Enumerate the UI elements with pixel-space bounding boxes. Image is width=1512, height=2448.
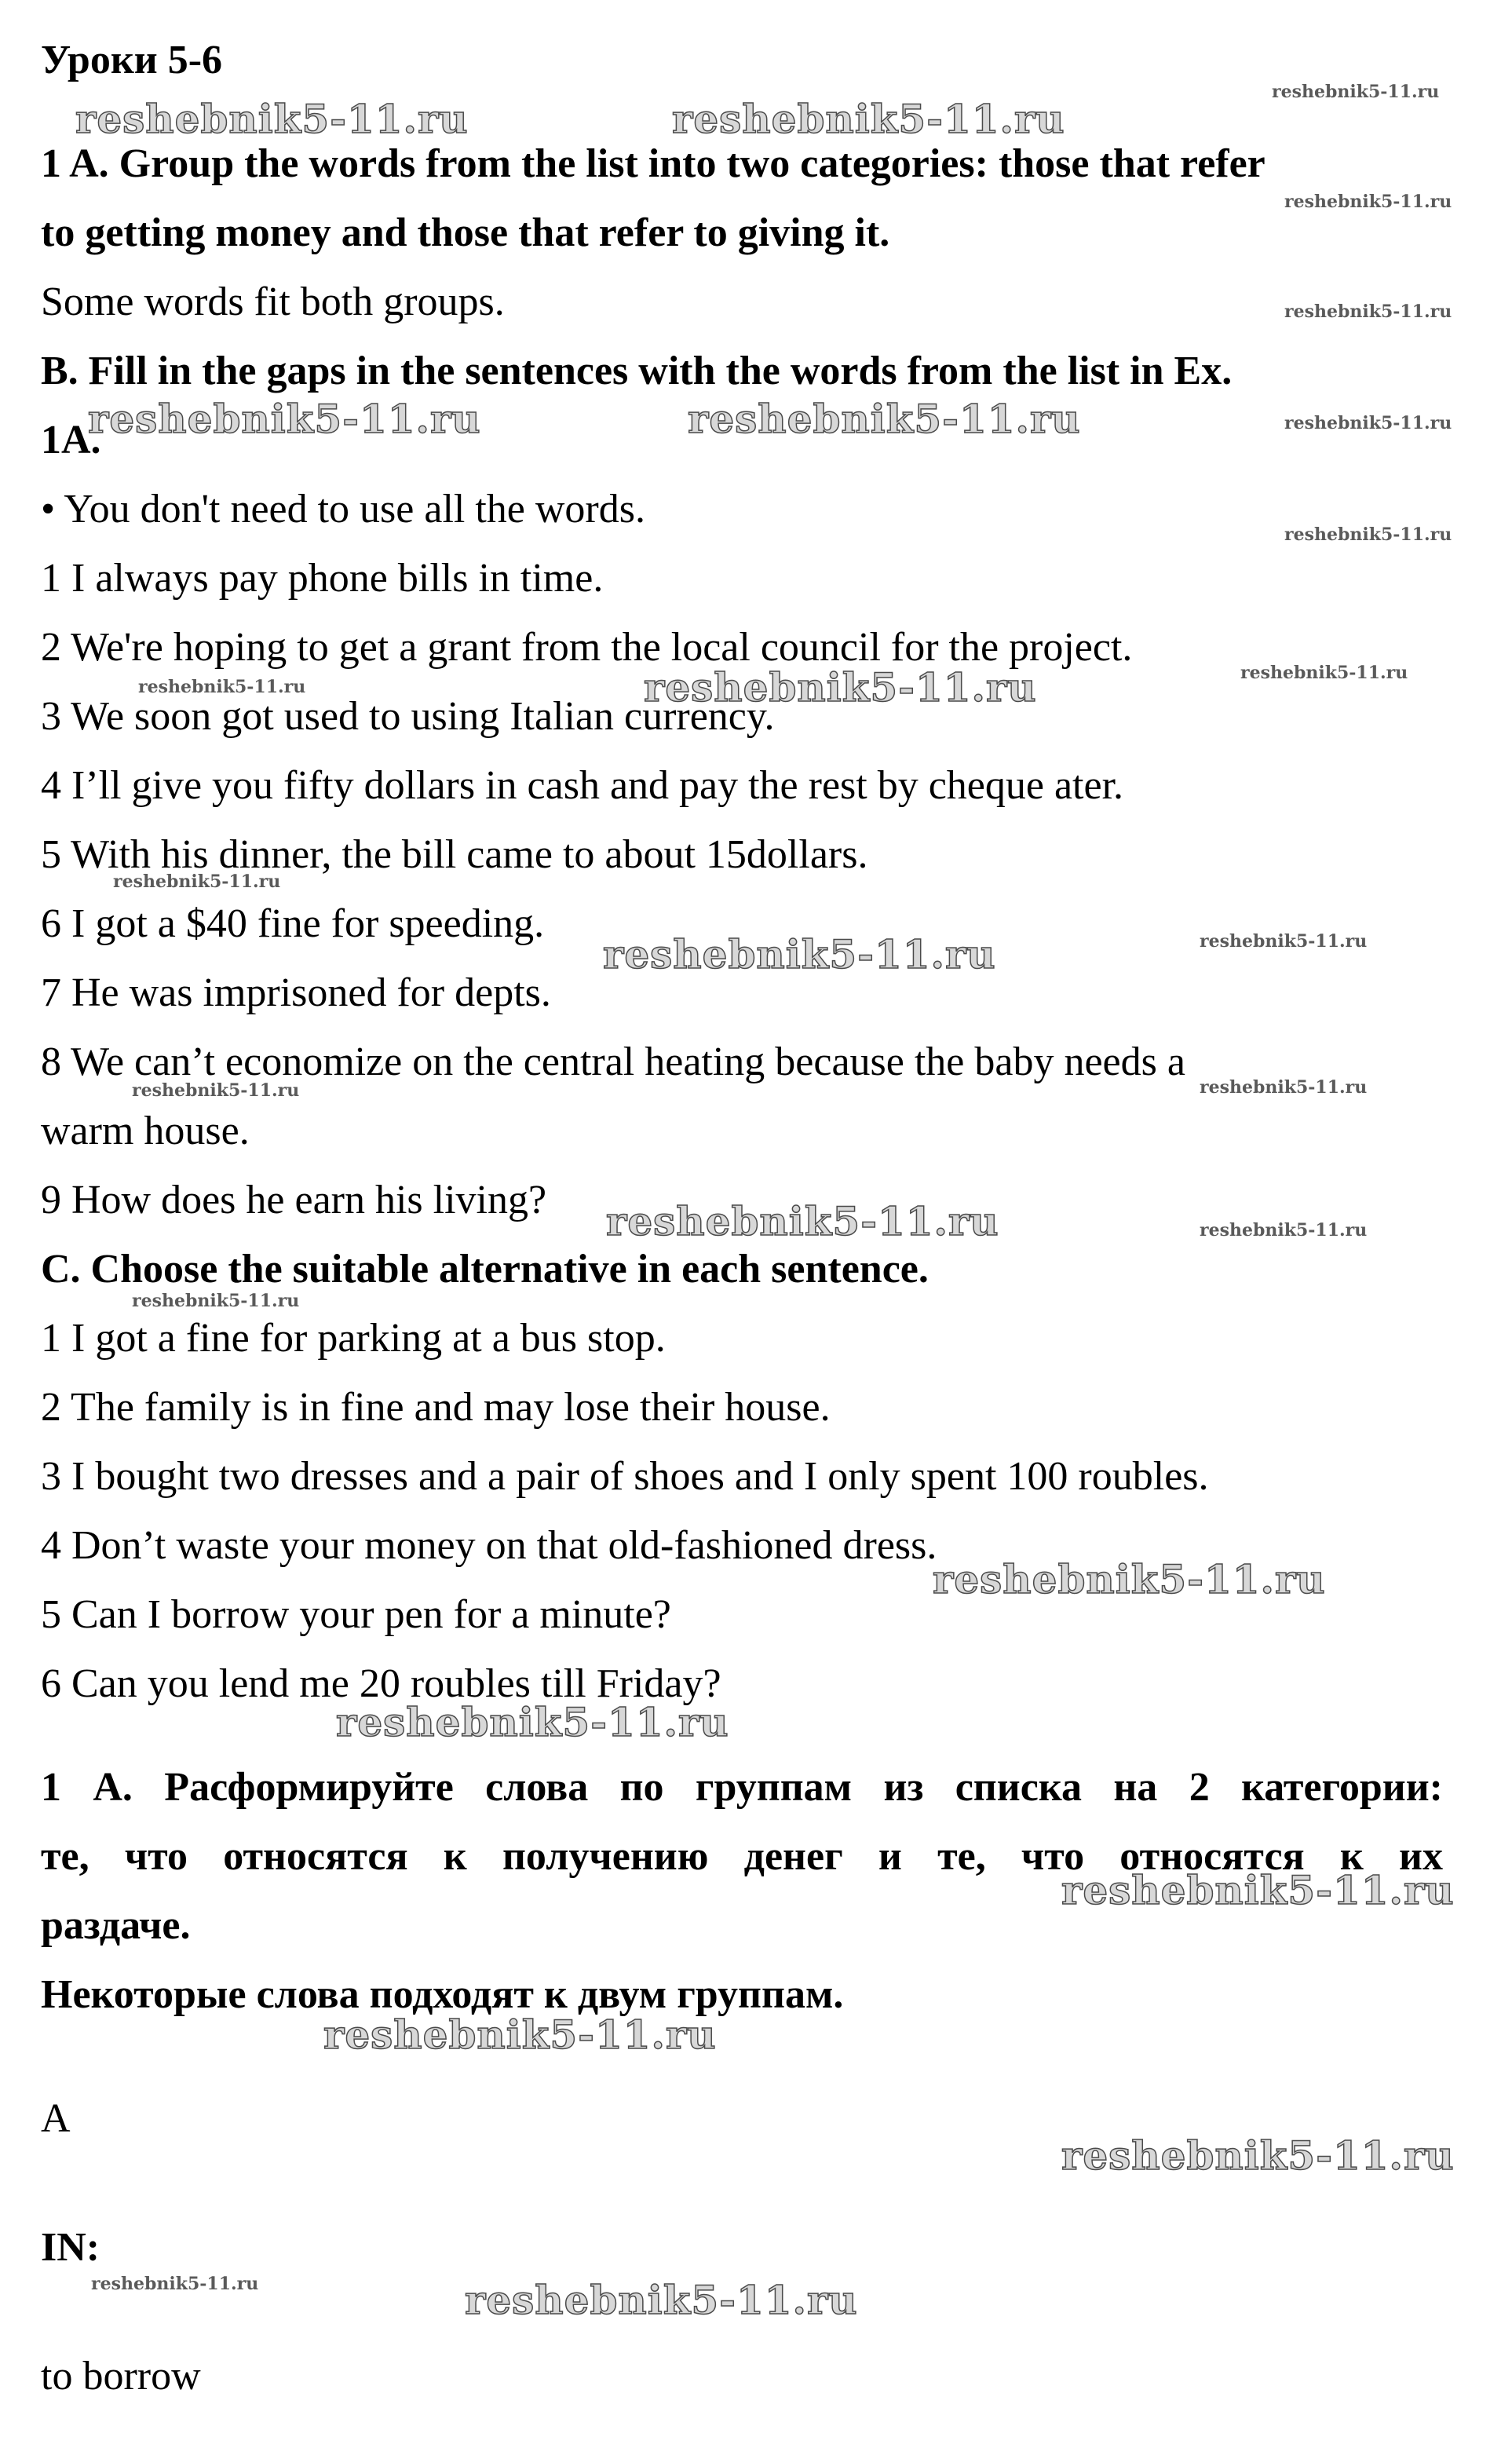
- exercise-1c-sentence: 5 Can I borrow your pen for a minute?: [41, 1592, 671, 1637]
- translation-note: Некоторые слова подходят к двум группам.: [41, 1972, 844, 2017]
- exercise-1b-note: • You don't need to use all the words.: [41, 487, 645, 532]
- lesson-title: Уроки 5-6: [41, 38, 223, 82]
- watermark-stamp: reshebnik5-11.ru: [1284, 524, 1452, 545]
- watermark-stamp: reshebnik5-11.ru: [1200, 931, 1368, 952]
- exercise-1b-sentence: 5 With his dinner, the bill came to about 15dollars.: [41, 832, 868, 877]
- translation-line1: 1 А. Расформируйте слова по группам из списка на 2 категории:: [41, 1765, 1443, 1810]
- watermark-stamp: reshebnik5-11.ru: [138, 677, 306, 697]
- watermark-stamp: reshebnik5-11.ru: [323, 2011, 717, 2058]
- watermark-stamp: reshebnik5-11.ru: [336, 1699, 729, 1745]
- answer-word: to borrow: [41, 2354, 201, 2399]
- watermark-stamp: reshebnik5-11.ru: [644, 664, 1037, 711]
- exercise-1b-sentence: 7 He was imprisoned for depts.: [41, 970, 551, 1015]
- answer-label: A: [41, 2096, 71, 2141]
- exercise-1b-heading-line1: B. Fill in the gaps in the sentences with the words from the list in Ex.: [41, 349, 1233, 393]
- watermark-stamp: reshebnik5-11.ru: [113, 871, 281, 892]
- answer-category: IN:: [41, 2225, 100, 2270]
- watermark-stamp: reshebnik5-11.ru: [672, 96, 1065, 142]
- watermark-stamp: reshebnik5-11.ru: [1240, 663, 1408, 683]
- watermark-stamp: reshebnik5-11.ru: [132, 1080, 300, 1101]
- exercise-1c-sentence: 3 I bought two dresses and a pair of shoes and I only spent 100 roubles.: [41, 1454, 1209, 1499]
- exercise-1c-heading: C. Choose the suitable alternative in each sentence.: [41, 1247, 929, 1292]
- watermark-stamp: reshebnik5-11.ru: [1200, 1220, 1368, 1240]
- exercise-1a-heading-line1: 1 A. Group the words from the list into two categories: those that refer: [41, 141, 1265, 186]
- watermark-stamp: reshebnik5-11.ru: [91, 2274, 259, 2294]
- watermark-stamp: reshebnik5-11.ru: [933, 1556, 1326, 1602]
- translation-line2: те, что относятся к получению денег и те, что относятся к их: [41, 1834, 1443, 1879]
- watermark-stamp: reshebnik5-11.ru: [603, 931, 996, 977]
- watermark-stamp: reshebnik5-11.ru: [132, 1291, 300, 1311]
- watermark-stamp: reshebnik5-11.ru: [1284, 413, 1452, 433]
- exercise-1b-sentence: warm house.: [41, 1109, 250, 1153]
- watermark-stamp: reshebnik5-11.ru: [465, 2277, 858, 2323]
- exercise-1b-sentence: 8 We can’t economize on the central heating because the baby needs a: [41, 1039, 1185, 1084]
- exercise-1c-sentence: 1 I got a fine for parking at a bus stop.: [41, 1316, 666, 1361]
- watermark-stamp: reshebnik5-11.ru: [88, 396, 481, 442]
- watermark-stamp: reshebnik5-11.ru: [688, 396, 1081, 442]
- exercise-1a-heading-line2: to getting money and those that refer to giving it.: [41, 210, 890, 255]
- exercise-1b-sentence: 2 We're hoping to get a grant from the local council for the project.: [41, 625, 1133, 670]
- watermark-stamp: reshebnik5-11.ru: [1061, 1867, 1455, 1913]
- exercise-1b-sentence: 4 I’ll give you fifty dollars in cash and pay the rest by cheque ater.: [41, 763, 1124, 808]
- watermark-stamp: reshebnik5-11.ru: [1284, 192, 1452, 212]
- watermark-stamp: reshebnik5-11.ru: [75, 96, 469, 142]
- exercise-1b-sentence: 1 I always pay phone bills in time.: [41, 556, 604, 601]
- exercise-1b-sentence: 9 How does he earn his living?: [41, 1178, 547, 1222]
- watermark-stamp: reshebnik5-11.ru: [606, 1198, 999, 1244]
- exercise-1a-note: Some words fit both groups.: [41, 280, 505, 324]
- translation-line3: раздаче.: [41, 1903, 191, 1948]
- watermark-stamp: reshebnik5-11.ru: [1061, 2132, 1455, 2179]
- exercise-1b-sentence: 3 We soon got used to using Italian currency.: [41, 694, 775, 739]
- exercise-1c-sentence: 6 Can you lend me 20 roubles till Friday?: [41, 1661, 721, 1706]
- exercise-1c-sentence: 4 Don’t waste your money on that old-fashioned dress.: [41, 1523, 937, 1568]
- watermark-stamp: reshebnik5-11.ru: [1284, 301, 1452, 322]
- exercise-1b-sentence: 6 I got a $40 fine for speeding.: [41, 901, 545, 946]
- watermark-stamp: reshebnik5-11.ru: [1272, 82, 1440, 102]
- exercise-1c-sentence: 2 The family is in fine and may lose their house.: [41, 1385, 831, 1430]
- watermark-stamp: reshebnik5-11.ru: [1200, 1077, 1368, 1098]
- exercise-1b-heading-line2: 1A.: [41, 418, 101, 462]
